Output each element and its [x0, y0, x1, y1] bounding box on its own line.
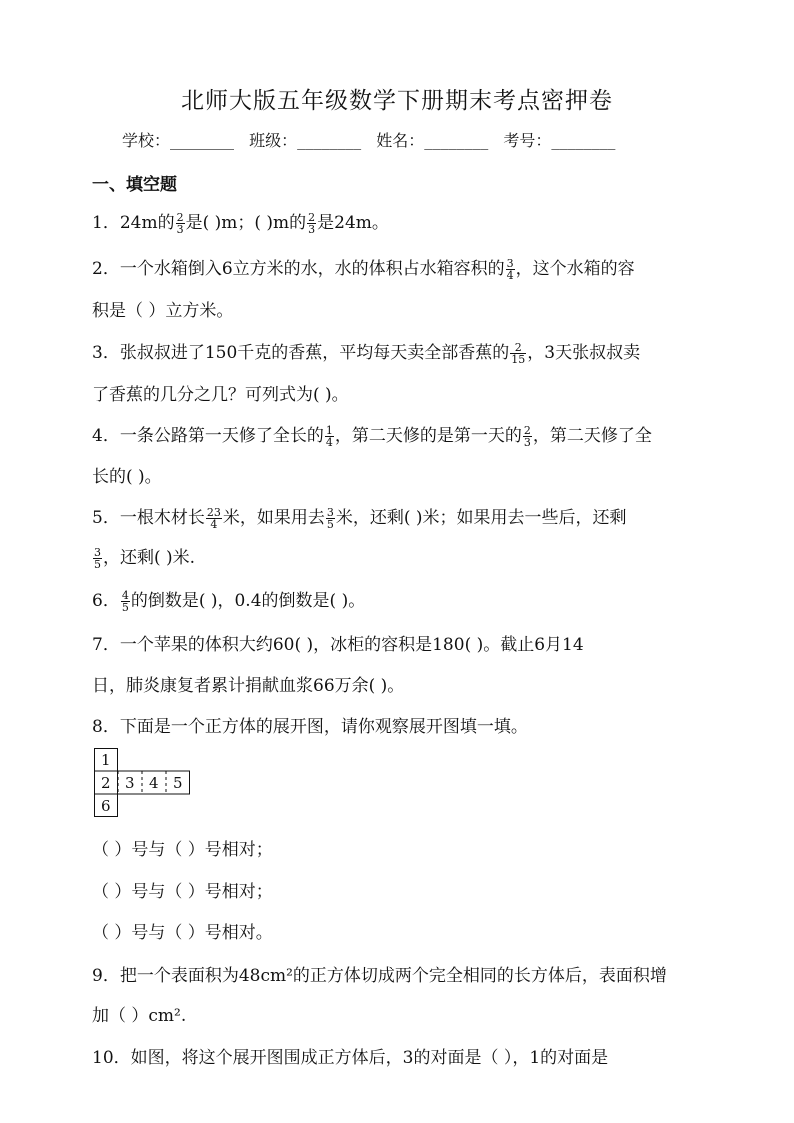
question-8-line-1: 8．下面是一个正方体的展开图，请你观察展开图填一填。 [92, 717, 528, 737]
question-5-line-1: 5．一根木材长 $\frac{23}{4}$ 米，如果用去 $\frac{3}{5}$ 米，还剩( )米；如果用去一些后，还剩 [92, 506, 627, 531]
question-3-line-2: 了香蕉的几分之几？可列式为( )。 [92, 385, 349, 405]
question-1: 1．24m的 $\frac{2}{3}$ 是( )m；( )m的 $\frac{2}{3}$ 是24m。 [92, 211, 389, 236]
question-2-line-1: 2．一个水箱倒入6立方米的水，水的体积占水箱容积的 $\frac{3}{4}$ ，这个水箱的容 [92, 257, 635, 282]
fraction: $\frac{2}{15}$ [511, 341, 526, 366]
question-9-line-2: 加（ ）cm². [92, 1006, 187, 1026]
net-face-label: 4 [149, 774, 159, 792]
section-heading: 一、填空题 [92, 175, 177, 195]
name-field[interactable]: 姓名：________ [376, 131, 489, 150]
question-7-line-1: 7．一个苹果的体积大约60( )，冰柜的容积是180( )。截止6月14 [92, 635, 584, 655]
question-9-line-1: 9．把一个表面积为48cm²的正方体切成两个完全相同的长方体后，表面积增 [92, 966, 667, 986]
fraction: $\frac{2}{3}$ [308, 211, 316, 236]
question-6: 6． $\frac{4}{5}$ 的倒数是( )，0.4的倒数是( )。 [92, 589, 366, 614]
fraction: $\frac{3}{5}$ [94, 546, 101, 571]
net-face-label: 3 [125, 774, 135, 792]
question-8-blank-2: （ ）号与（ ）号相对； [92, 882, 273, 902]
question-3-line-1: 3．张叔叔进了150千克的香蕉，平均每天卖全部香蕉的 $\frac{2}{15}$ ，3天张叔叔卖 [92, 341, 641, 366]
fraction: $\frac{3}{5}$ [326, 506, 334, 531]
fraction: $\frac{2}{3}$ [523, 424, 531, 449]
question-5-line-2: $\frac{3}{5}$ ，还剩( )米. [94, 546, 196, 571]
fraction: $\frac{2}{3}$ [176, 211, 184, 236]
question-8-blank-1: （ ）号与（ ）号相对； [92, 840, 273, 860]
question-4-line-1: 4．一条公路第一天修了全长的 $\frac{1}{4}$ ，第二天修的是第一天的 $\frac{2}{3}$ ，第二天修了全 [92, 424, 652, 449]
fraction: $\frac{1}{4}$ [325, 424, 333, 449]
exam-number-field[interactable]: 考号：________ [503, 131, 616, 150]
fraction: $\frac{3}{4}$ [506, 257, 514, 282]
class-field[interactable]: 班级：________ [249, 131, 362, 150]
page-title: 北师大版五年级数学下册期末考点密押卷 [181, 88, 613, 114]
school-field[interactable]: 学校：________ [122, 131, 235, 150]
question-10-line-1: 10．如图，将这个展开图围成正方体后，3的对面是（ ），1的对面是 [92, 1048, 609, 1068]
question-4-line-2: 长的( )。 [92, 467, 162, 487]
net-face-label: 6 [101, 797, 111, 815]
net-face-label: 5 [173, 774, 183, 792]
net-face-label: 1 [101, 751, 111, 769]
student-info-row [122, 128, 625, 151]
fraction: $\frac{23}{4}$ [206, 506, 221, 531]
cube-net-figure [94, 748, 194, 818]
question-2-line-2: 积是（ ）立方米。 [92, 301, 234, 321]
question-8-blank-3: （ ）号与（ ）号相对。 [92, 923, 273, 943]
fraction: $\frac{4}{5}$ [121, 589, 129, 614]
question-7-line-2: 日，肺炎康复者累计捐献血浆66万余( )。 [92, 676, 405, 696]
net-face-label: 2 [101, 774, 111, 792]
